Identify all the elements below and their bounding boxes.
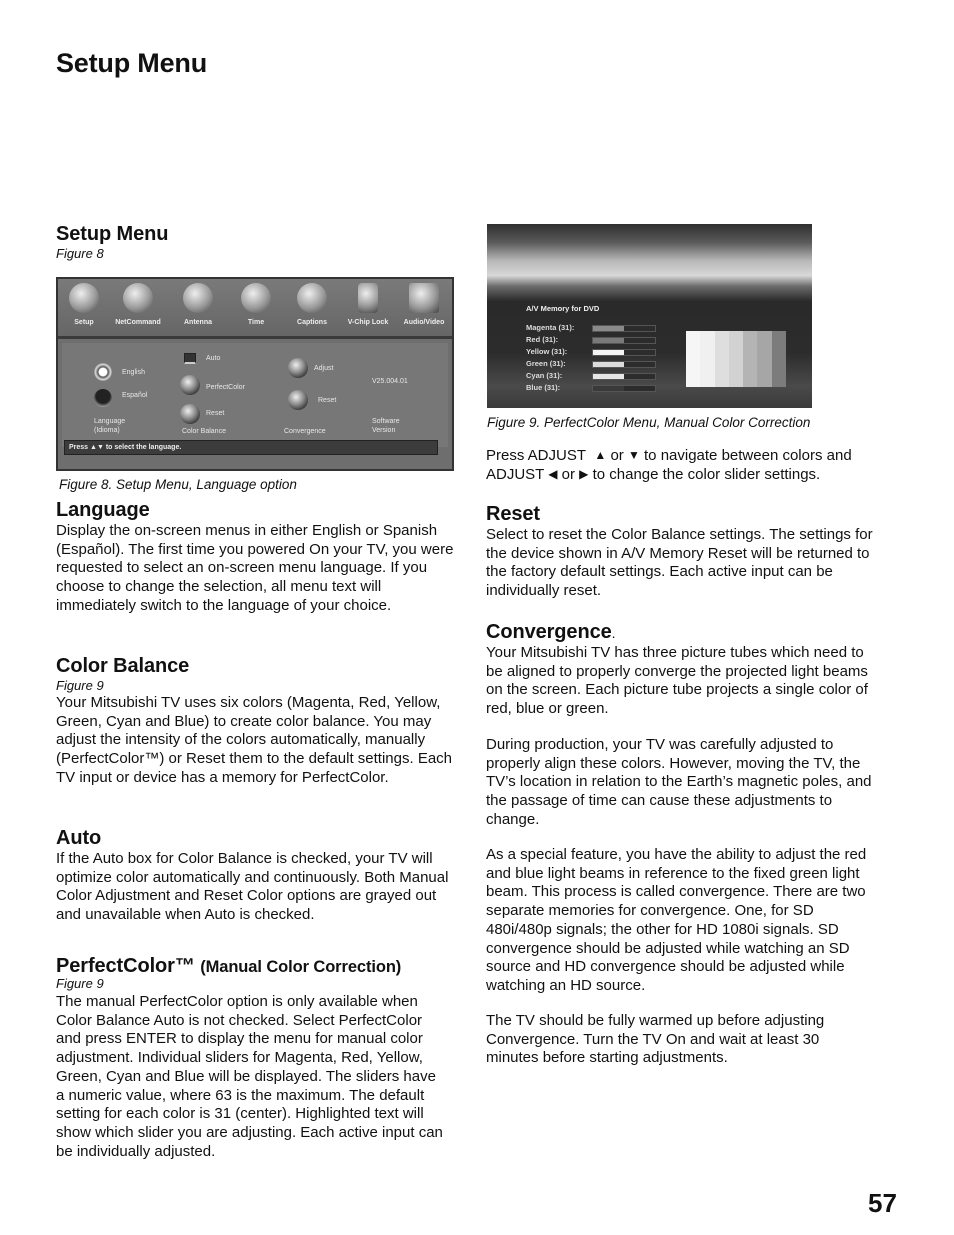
figure-9-perfectcolor-screenshot <box>487 224 812 408</box>
audio-video-icon <box>409 283 439 313</box>
slider-fill <box>593 386 624 391</box>
captions-icon <box>297 283 327 313</box>
slider-fill <box>593 326 624 331</box>
left-arrow-icon: ◀ <box>548 467 558 481</box>
slider-green: Green (31): <box>526 359 661 369</box>
option-reset: Reset <box>206 410 225 417</box>
color-balance-label: Color Balance <box>182 428 226 435</box>
perfectcolor-heading-sub: (Manual Color Correction) <box>200 958 402 976</box>
tab-audio-video: Audio/Video <box>396 283 452 326</box>
slider-fill <box>593 338 624 343</box>
convergence-body-2: During production, your TV was carefully adjusted to properly align these colors. However, moving the TV, the TV’s location in relation to the Earth’s magnetic poles, and the passage of time can cause these adjustments to change. <box>486 736 872 828</box>
tab-setup: Setup <box>56 283 112 326</box>
color-balance-body: Your Mitsubishi TV uses six colors (Magenta, Red, Yellow, Green, Cyan and Blue) to create color balance. You may adjust the intensity of the colors automatically, manually (PerfectColor™) or Reset them to the default settings. Each TV input or device has a memory for PerfectColor. <box>56 694 453 786</box>
netcommand-icon <box>123 283 153 313</box>
clock-icon <box>241 283 271 313</box>
convergence-body-3: As a special feature, you have the ability to adjust the red and blue light beams in reference to the fixed green light beam. This process is called convergence. There are two separate memories for convergence. One, for SD 480i/480p signals; the other for HD 1080i signals. SD convergence should be adjusted while watching an SD source and HD convergence should be adjusted while watching an HD source. <box>486 846 867 994</box>
perfectcolor-button-icon <box>180 375 200 395</box>
option-convergence-reset: Reset <box>318 397 337 404</box>
menu-panel <box>62 343 448 447</box>
adjust-instructions-line-2: ADJUST ◀ or ▶ to change the color slider settings. <box>486 466 821 483</box>
antenna-icon <box>183 283 213 313</box>
page-title: Setup Menu <box>56 48 207 78</box>
figure-8-caption: Figure 8. Setup Menu, Language option <box>59 477 297 492</box>
auto-heading: Auto <box>56 827 102 849</box>
idioma-label: (Idioma) <box>94 427 120 434</box>
up-arrow-icon: ▲ <box>594 448 607 462</box>
av-memory-title: A/V Memory for DVD <box>526 304 600 313</box>
color-balance-heading: Color Balance <box>56 655 190 677</box>
convergence-body-4: The TV should be fully warmed up before adjusting Convergence. Turn the TV On and wait at least 30 minutes before starting adjustments. <box>486 1012 825 1067</box>
option-english: English <box>122 369 145 376</box>
figure-8-setup-menu-screenshot <box>56 277 454 471</box>
radio-english-selected-icon <box>94 363 112 381</box>
setup-icon <box>69 283 99 313</box>
slider-track <box>592 349 656 356</box>
slider-yellow: Yellow (31): <box>526 347 661 357</box>
down-arrow-icon: ▼ <box>627 448 640 462</box>
perfectcolor-figure-ref: Figure 9 <box>56 976 104 991</box>
auto-checkbox-icon <box>184 353 196 364</box>
slider-magenta: Magenta (31): <box>526 323 661 333</box>
slider-track <box>592 373 656 380</box>
radio-espanol-icon <box>94 389 112 407</box>
reset-body: Select to reset the Color Balance settings. The settings for the device shown in A/V Memory Reset will be returned to the factory default settings. Each active input can be individually reset. <box>486 526 873 600</box>
option-perfectcolor: PerfectColor <box>206 384 245 391</box>
setup-menu-heading: Setup Menu <box>56 223 169 245</box>
reset-heading: Reset <box>486 503 540 525</box>
menu-icon-bar <box>58 279 452 339</box>
adjust-instructions-line-1: Press ADJUST ▲ or ▼ to navigate between colors and <box>486 447 852 464</box>
slider-fill <box>593 350 624 355</box>
slider-fill <box>593 374 624 379</box>
color-balance-figure-ref: Figure 9 <box>56 678 104 693</box>
tab-v-chip-lock: V-Chip Lock <box>340 283 396 326</box>
slider-cyan: Cyan (31): <box>526 371 661 381</box>
figure-9-caption: Figure 9. PerfectColor Menu, Manual Color Correction <box>487 415 811 430</box>
status-text: Press ▲▼ to select the language. <box>69 444 182 451</box>
slider-fill <box>593 362 624 367</box>
option-espanol: Español <box>122 392 148 399</box>
tab-antenna: Antenna <box>170 283 226 326</box>
perfectcolor-heading: PerfectColor™ (Manual Color Correction) <box>56 955 402 977</box>
convergence-reset-button-icon <box>288 390 308 410</box>
language-heading: Language <box>56 499 150 521</box>
page-number: 57 <box>868 1188 897 1218</box>
tab-time: Time <box>228 283 284 326</box>
slider-red: Red (31): <box>526 335 661 345</box>
color-swatch-preview <box>686 331 786 387</box>
version-label: Version <box>372 427 396 434</box>
right-arrow-icon: ▶ <box>579 467 589 481</box>
reset-button-icon <box>180 404 200 424</box>
language-body: Display the on-screen menus in either English or Spanish (Español). The first time you powered On your TV, you were requested to select an on-screen menu language. If you choose to change the selection, all menu text will immediately switch to the language of your choice. <box>56 522 454 614</box>
software-label: Software <box>372 418 400 425</box>
option-adjust: Adjust <box>314 365 334 372</box>
slider-track <box>592 361 656 368</box>
slider-track <box>592 337 656 344</box>
convergence-heading: Convergence. <box>486 621 616 643</box>
figure-8-ref: Figure 8 <box>56 246 104 261</box>
slider-blue: Blue (31): <box>526 383 661 393</box>
slider-track <box>592 325 656 332</box>
slider-track <box>592 385 656 392</box>
option-auto: Auto <box>206 355 221 362</box>
convergence-label: Convergence <box>284 428 326 435</box>
perfectcolor-body: The manual PerfectColor option is only available when Color Balance Auto is not checked. Select PerfectColor and press ENTER to display the menu for manual color adjustment. Individual sliders for Magenta, Red, Yellow, Green, Cyan and Blue will be displayed. The sliders have a numeric value, where 63 is the maximum. The default setting for each color is 31 (center). Highlighted text will show which slider you are adjusting. Each active input can be individually adjusted. <box>56 993 443 1160</box>
status-bar <box>64 440 438 455</box>
software-version-value: V25.004.01 <box>372 378 408 385</box>
tab-captions: Captions <box>284 283 340 326</box>
convergence-body-1: Your Mitsubishi TV has three picture tubes which need to be aligned to properly converge the projected light beams on the screen. Each picture tube projects a single color of red, blue or green. <box>486 644 868 718</box>
adjust-button-icon <box>288 358 308 378</box>
tab-netcommand: NetCommand <box>110 283 166 326</box>
auto-body: If the Auto box for Color Balance is checked, your TV will optimize color automatically and continuously. Both Manual Color Adjustment and Reset Color options are grayed out and unavailable when Auto is checked. <box>56 850 449 924</box>
lock-icon <box>358 283 378 313</box>
language-label: Language <box>94 418 126 425</box>
